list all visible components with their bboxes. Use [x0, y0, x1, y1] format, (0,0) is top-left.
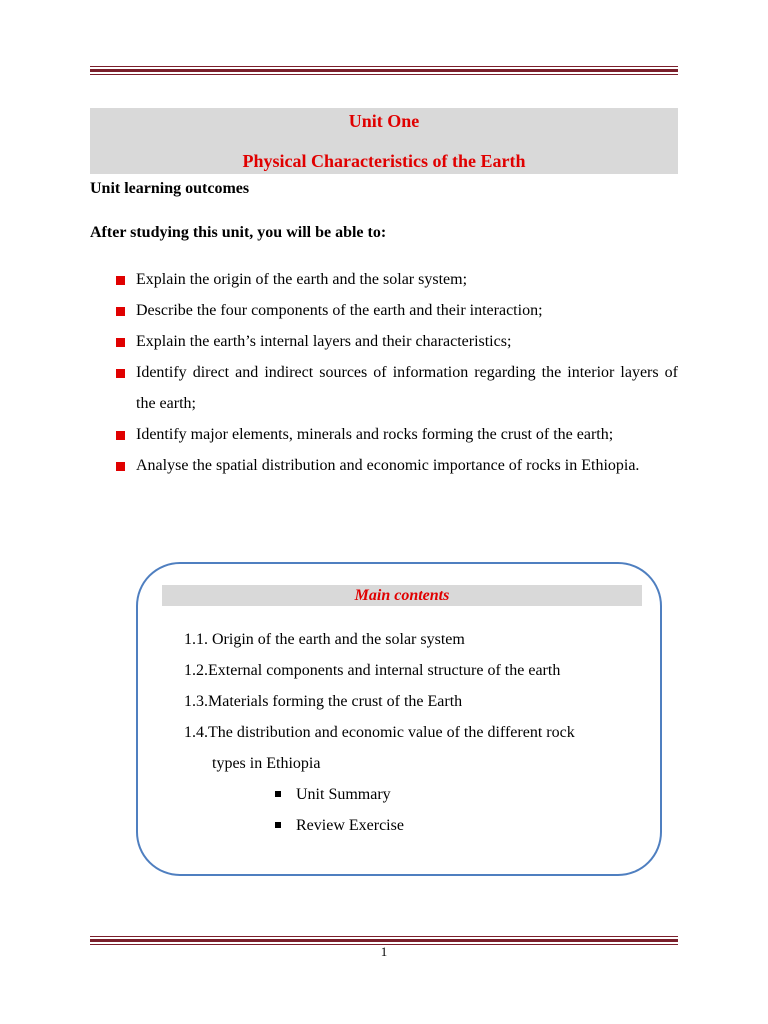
contents-item: 1.4.The distribution and economic value of the different rock: [184, 724, 575, 741]
outcome-item: Explain the earth’s internal layers and their characteristics;: [110, 326, 678, 357]
main-contents-box: [136, 562, 662, 876]
header-rule: [90, 66, 678, 75]
main-contents-heading: Main contents: [162, 585, 642, 606]
red-square-bullet-icon: [116, 338, 125, 347]
red-square-bullet-icon: [116, 369, 125, 378]
red-square-bullet-icon: [116, 276, 125, 285]
contents-item: 1.1. Origin of the earth and the solar system: [184, 631, 465, 648]
square-bullet-icon: [275, 791, 281, 797]
red-square-bullet-icon: [116, 431, 125, 440]
outcomes-intro: After studying this unit, you will be able to:: [90, 224, 387, 241]
red-square-bullet-icon: [116, 307, 125, 316]
contents-sub-item: Review Exercise: [184, 810, 644, 841]
unit-title: Unit One: [348, 111, 420, 131]
outcomes-heading: Unit learning outcomes: [90, 180, 250, 197]
outcomes-list: [110, 264, 678, 481]
page-number: 1: [380, 944, 388, 959]
contents-item-continuation: types in Ethiopia: [212, 755, 321, 772]
square-bullet-icon: [275, 822, 281, 828]
red-square-bullet-icon: [116, 462, 125, 471]
outcome-item: Explain the origin of the earth and the solar system;: [110, 264, 678, 295]
outcome-item: Identify major elements, minerals and rocks forming the crust of the earth;: [110, 419, 678, 450]
outcome-item: Identify direct and indirect sources of information regarding the interior layers of the earth;: [110, 357, 678, 419]
outcome-item: Analyse the spatial distribution and economic importance of rocks in Ethiopia.: [110, 450, 678, 481]
contents-sub-item: Unit Summary: [184, 779, 644, 810]
outcome-item: Describe the four components of the earth and their interaction;: [110, 295, 678, 326]
main-contents-list: [184, 624, 644, 841]
contents-item: 1.3.Materials forming the crust of the Earth: [184, 693, 463, 710]
unit-title-box: [90, 108, 678, 174]
unit-subtitle: Physical Characteristics of the Earth: [242, 151, 526, 171]
contents-item: 1.2.External components and internal structure of the earth: [184, 662, 561, 679]
